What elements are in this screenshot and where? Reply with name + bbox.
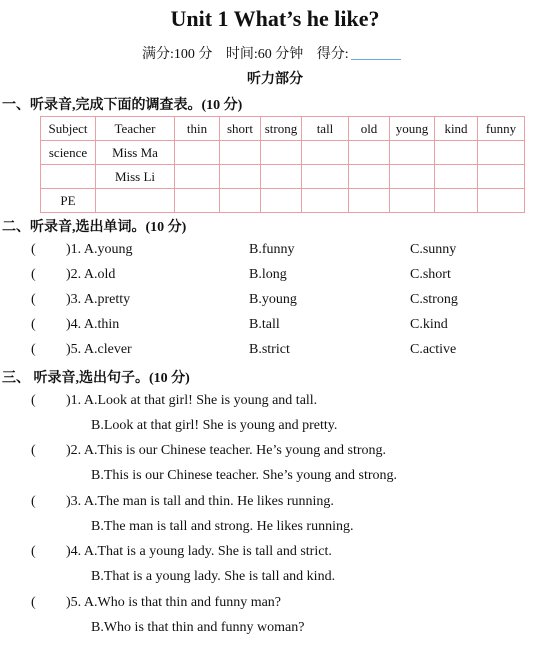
page-title: Unit 1 What’s he like? bbox=[170, 6, 380, 31]
header-cell: short bbox=[220, 117, 261, 141]
sentence-option-b: B.That is a young lady. She is tall and kind. bbox=[91, 569, 336, 584]
full-marks: 满分:100 分 bbox=[142, 47, 213, 62]
table-cell: Miss Ma bbox=[96, 141, 175, 165]
header-cell: funny bbox=[478, 117, 525, 141]
answer-cell[interactable] bbox=[302, 165, 349, 189]
question-option-b: B.long bbox=[249, 267, 287, 282]
answer-cell[interactable] bbox=[478, 165, 525, 189]
answer-paren[interactable]: ( bbox=[31, 494, 36, 509]
question-option-c: C.active bbox=[410, 342, 457, 357]
table-cell bbox=[96, 189, 175, 213]
answer-paren[interactable]: ( bbox=[31, 267, 36, 282]
answer-paren[interactable]: ( bbox=[31, 292, 36, 307]
answer-paren[interactable]: ( bbox=[31, 242, 36, 257]
answer-paren[interactable]: ( bbox=[31, 317, 36, 332]
header-cell: kind bbox=[435, 117, 478, 141]
answer-cell[interactable] bbox=[349, 141, 390, 165]
question-option-c: C.kind bbox=[410, 317, 448, 332]
header-cell: old bbox=[349, 117, 390, 141]
header-cell: tall bbox=[302, 117, 349, 141]
header-cell: strong bbox=[261, 117, 302, 141]
answer-cell[interactable] bbox=[390, 141, 435, 165]
table-row bbox=[41, 165, 525, 189]
answer-paren[interactable]: ( bbox=[31, 393, 36, 408]
answer-cell[interactable] bbox=[349, 165, 390, 189]
table-cell: science bbox=[41, 141, 96, 165]
section1-heading: 一、听录音,完成下面的调查表。(10 分) bbox=[2, 98, 243, 113]
answer-paren[interactable]: ( bbox=[31, 595, 36, 610]
header-cell: Subject bbox=[41, 117, 96, 141]
answer-cell[interactable] bbox=[478, 189, 525, 213]
question-option-c: C.strong bbox=[410, 292, 458, 307]
answer-cell[interactable] bbox=[435, 189, 478, 213]
question-option-a: )4. A.thin bbox=[66, 317, 120, 332]
answer-cell[interactable] bbox=[175, 141, 220, 165]
survey-table bbox=[40, 116, 525, 213]
answer-cell[interactable] bbox=[261, 165, 302, 189]
answer-cell[interactable] bbox=[302, 189, 349, 213]
question-option-a: )2. A.old bbox=[66, 267, 116, 282]
answer-cell[interactable] bbox=[390, 189, 435, 213]
question-option-a: )5. A.clever bbox=[66, 342, 132, 357]
answer-cell[interactable] bbox=[435, 141, 478, 165]
answer-cell[interactable] bbox=[478, 141, 525, 165]
question-option-a: )3. A.pretty bbox=[66, 292, 131, 307]
answer-cell[interactable] bbox=[220, 141, 261, 165]
question-option-a: )1. A.young bbox=[66, 242, 133, 257]
question-option-b: B.young bbox=[249, 292, 297, 307]
table-row bbox=[41, 189, 525, 213]
sentence-option-b: B.This is our Chinese teacher. She’s young and strong. bbox=[91, 468, 398, 483]
answer-cell[interactable] bbox=[261, 189, 302, 213]
question-option-b: B.funny bbox=[249, 242, 295, 257]
time-limit: 时间:60 分钟 bbox=[225, 47, 304, 62]
header-cell: thin bbox=[175, 117, 220, 141]
sentence-option-a: )2. A.This is our Chinese teacher. He’s young and strong. bbox=[66, 443, 387, 458]
part-label: 听力部分 bbox=[247, 72, 303, 87]
sentence-option-a: )5. A.Who is that thin and funny man? bbox=[66, 595, 282, 610]
sentence-option-a: )4. A.That is a young lady. She is tall and strict. bbox=[66, 544, 332, 559]
table-cell: Miss Li bbox=[96, 165, 175, 189]
question-option-c: C.sunny bbox=[410, 242, 457, 257]
answer-paren[interactable]: ( bbox=[31, 544, 36, 559]
sentence-option-b: B.Look at that girl! She is young and pretty. bbox=[91, 418, 338, 433]
exam-info bbox=[142, 43, 401, 63]
question-option-b: B.tall bbox=[249, 317, 280, 332]
question-option-b: B.strict bbox=[249, 342, 290, 357]
section2-heading: 二、听录音,选出单词。(10 分) bbox=[2, 220, 187, 235]
header-cell: young bbox=[390, 117, 435, 141]
score-label: 得分: bbox=[316, 47, 349, 62]
answer-cell[interactable] bbox=[390, 165, 435, 189]
table-row bbox=[41, 141, 525, 165]
sentence-option-b: B.The man is tall and strong. He likes running. bbox=[91, 519, 354, 534]
answer-cell[interactable] bbox=[261, 141, 302, 165]
sentence-option-b: B.Who is that thin and funny woman? bbox=[91, 620, 305, 635]
score-blank[interactable] bbox=[351, 47, 401, 60]
answer-cell[interactable] bbox=[220, 189, 261, 213]
answer-cell[interactable] bbox=[302, 141, 349, 165]
sentence-option-a: )1. A.Look at that girl! She is young and tall. bbox=[66, 393, 318, 408]
table-cell bbox=[41, 165, 96, 189]
table-cell: PE bbox=[41, 189, 96, 213]
answer-cell[interactable] bbox=[175, 165, 220, 189]
answer-paren[interactable]: ( bbox=[31, 342, 36, 357]
section3-heading: 三、 听录音,选出句子。(10 分) bbox=[2, 371, 190, 386]
sentence-option-a: )3. A.The man is tall and thin. He likes running. bbox=[66, 494, 334, 509]
table-header-row bbox=[41, 117, 525, 141]
question-option-c: C.short bbox=[410, 267, 451, 282]
answer-cell[interactable] bbox=[175, 189, 220, 213]
answer-paren[interactable]: ( bbox=[31, 443, 36, 458]
answer-cell[interactable] bbox=[220, 165, 261, 189]
answer-cell[interactable] bbox=[435, 165, 478, 189]
header-cell: Teacher bbox=[96, 117, 175, 141]
answer-cell[interactable] bbox=[349, 189, 390, 213]
